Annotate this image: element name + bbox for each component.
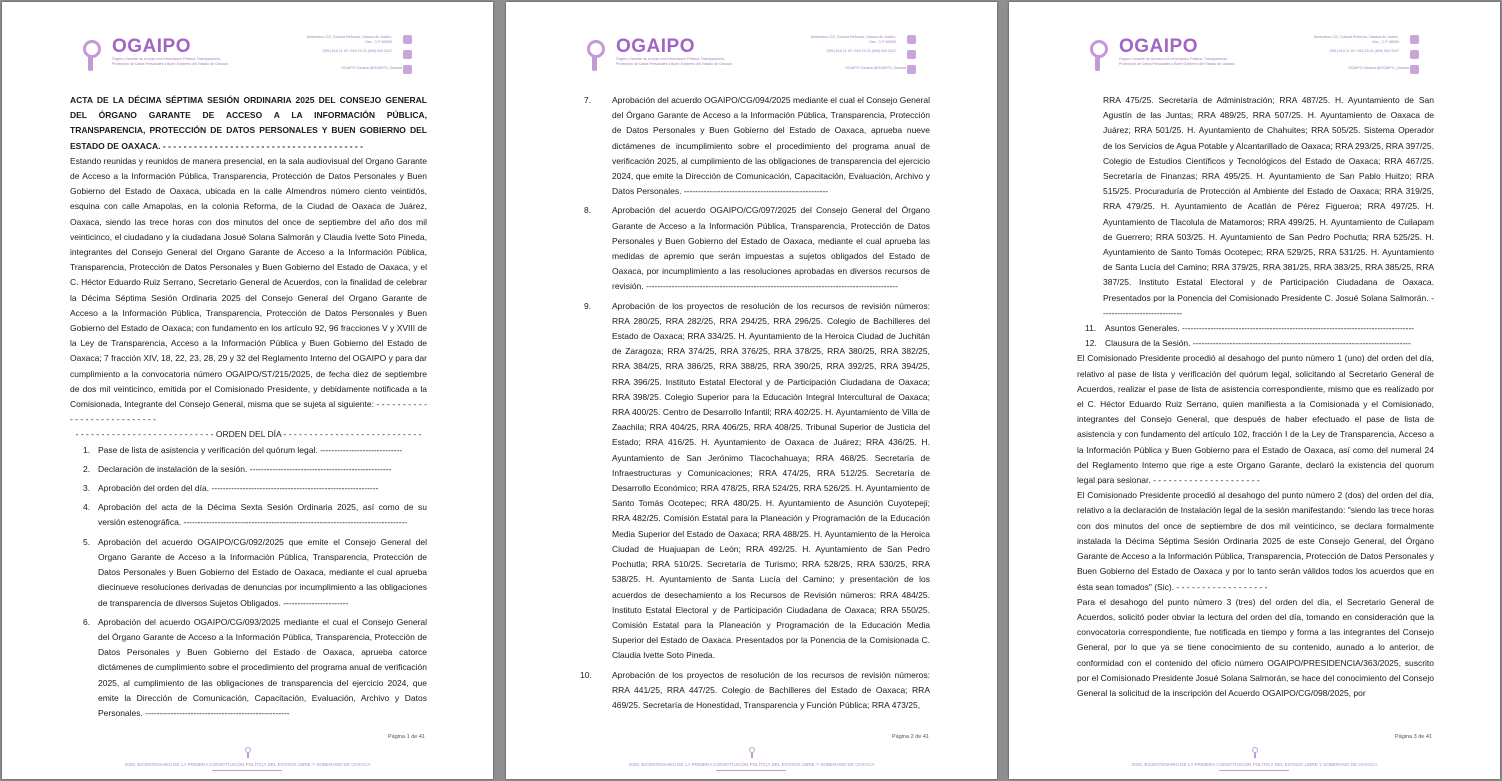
social-handles: OGAIPO Oaxaca @OGAIPO_Oaxaca [1348, 66, 1409, 70]
location-icon [1410, 35, 1419, 44]
page-body [70, 93, 427, 725]
social-handles: OGAIPO Oaxaca @OGAIPO_Oaxaca [845, 66, 906, 70]
brand-subtitle: Órgano Garante de Acceso a la Información Pública, Transparencia, Protección de Datos Personales y Buen Gobierno del Estado de Oaxaca [1119, 57, 1235, 66]
page-header [2, 2, 493, 82]
page-footer: 2025, BICENTENARIO DE LA PRIMERA CONSTITUCIÓN POLÍTICA DEL ESTADO LIBRE Y SOBERANO DE OAXACA [124, 762, 371, 767]
page-number: Página 1 de 41 [387, 734, 425, 740]
ogaipo-logo-icon [586, 40, 606, 74]
agenda-item: 4. Aprobación del acta de la Décima Sexta Sesión Ordinaria 2025, así como de su versión estenográfica. ------------------------------------------------------------------------------- [83, 502, 427, 528]
agenda-item: 3. Aprobación del orden del día. ----------------------------------------------------------- [83, 483, 379, 494]
intro-paragraph: Estando reunidas y reunidos de manera presencial, en la sala audiovisual del Organo Garante de Acceso a la Información Pública, Transparencia, Protección de Datos Personales y Buen Gobierno del Estado de Oaxaca, ubicada en la calle Almendros número ciento veintidós, esquina con calle Amapolas, en la colonia Reforma, de la Ciudad de Oaxaca de Juárez, Oaxaca, siendo las trece horas con dos minutos del once de septiembre del año dos mil veinticinco, el ciudadano y la ciudadana Josué Solana Salmorán y Claudia Ivette Soto Pineda, integrantes del Consejo General del Organo Garante de Acceso a la Información Pública, Transparencia, Protección de Datos Personales y Buen Gobierno del Estado de Oaxaca, y el C. Héctor Eduardo Ruiz Serrano, Secretario General de Acuerdos, con la finalidad de celebrar la Décima Séptima Sesión Ordinaria 2025 del Consejo General del Organo Garante de Acceso a la Información Pública, Transparencia, Protección de Datos Personales y Buen Gobierno del Estado de Oaxaca; con fundamento en los artículo 92, 96 fracciones V y XVIII de la Ley de Transparencia, Acceso a la Información Pública y Buen Gobierno del Estado de Oaxaca; 7 fracción XIV, 18, 22, 23, 28, 29 y 32 del Reglamento Interno del OGAIPO y para dar cumplimiento a la convocatoria número OGAIPO/ST/215/2025, de fecha diez de septiembre de dos mil veinticinco, emitida por el Comisionado Presidente, y debidamente notificada a la Comisionada, Integrante del Consejo General, misma que se sujeta al siguiente: - - - - - - - - - - - - - - - - - - - - - - - - - - - [70, 155, 427, 425]
page-footer: 2025, BICENTENARIO DE LA PRIMERA CONSTITUCIÓN POLÍTICA DEL ESTADO LIBRE Y SOBERANO DE OAXACA [1131, 762, 1378, 767]
phone-icon [1410, 50, 1419, 59]
page-number: Página 3 de 41 [1394, 734, 1432, 740]
phone-icon [403, 50, 412, 59]
footer-divider [212, 770, 282, 771]
agenda-item: 9. Aprobación de los proyectos de resolución de los recursos de revisión números: RRA 280/25, RRA 282/25, RRA 294/25, RRA 296/25. Colegio de Bachilleres del Estado de Oaxaca; RRA 334/25. H. Ayuntamiento de la Heroica Ciudad de Juchitán de Zaragoza; RRA 374/25, RRA 376/25, RRA 378/25, RRA 380/25, RRA 382/25, RRA 384/25, RRA 386/25, RRA 388/25, RRA 390/25, RRA 392/25, RRA 394/25, RRA 396/25. Instituto Estatal Electoral y de Participación Ciudadana de Oaxaca; RRA 398/25. Colegio Superior para la Educación Integral Intercultural de Oaxaca; RRA 400/25. Centro de Desarrollo Infantil; RRA 402/25. H. Ayuntamiento de Villa de Zaachila; RRA 404/25, RRA 406/25, RRA 408/25. Tribunal Superior de Justicia del Estado; RRA 416/25. H. Ayuntamiento de Oaxaca de Juárez; RRA 436/25. H. Ayuntamiento de San Jerónimo Tlacochahuaya; RRA 468/25. Secretaría de Infraestructuras y Comunicaciones; RRA 474/25, RRA 512/25. Secretaría de Desarrollo Económico; RRA 478/25, RRA 524/25, RRA 526/25. H. Ayuntamiento de Santo Tomás Ocotepec; RRA 480/25. H. Ayuntamiento de Asunción Cuyotepeji; RRA 482/25. Comisión Estatal para la Planeación y Programación de la Educación Media Superior del Estado de Oaxaca; RRA 488/25. H. Ayuntamiento de la Heroica Ciudad de Huajuapan de León; RRA 492/25. H. Ayuntamiento de San Pedro Pochutla; RRA 510/25. Secretaría de Turismo; RRA 528/25, RRA 530/25, RRA 538/25. H. Ayuntamiento de Santa Lucía del Camino; y presentación de los acuerdos de desechamiento a los Recursos de Revisión números: RRA 484/25. Instituto Estatal Electoral y de Participación Ciudadana de Oaxaca; RRA 550/25. Comisión Estatal para la Planeación y Programación de la Educación Media Superior del Estado de Oaxaca. Presentados por la Ponencia de la Comisionada C. Claudia Ivette Soto Pineda. [584, 300, 930, 661]
page-body [1077, 93, 1434, 701]
page-header [1009, 2, 1500, 82]
agenda-item: 5. Aprobación del acuerdo OGAIPO/CG/092/2025 que emite el Consejo General del Organo Garante de Acceso a la Información Pública, Transparencia, Protección de Datos Personales y Buen Gobierno del Estado de Oaxaca, mediante el cual aprueba diecinueve resoluciones derivadas de denuncias por incumplimiento a las obligaciones de transparencia de diversos Sujetos Obligados. ----------------------- [83, 536, 427, 608]
contact-address: Almendros 122, Colonia Reforma, Oaxaca de Juárez, Oax., C.P. 68050 (951) 515 11 90 / 515 23 21 (800) 004 3247 [306, 35, 392, 53]
footer-logo-icon [749, 747, 755, 758]
agenda-item: 10. Aprobación de los proyectos de resolución de los recursos de revisión números: RRA 441/25, RRA 447/25. Colegio de Bachilleres del Estado de Oaxaca; RRA 469/25. Secretaría de Honestidad, Transparencia y Función Pública; RRA 473/25, [580, 669, 930, 710]
agenda-item: 1. Pase de lista de asistencia y verificación del quórum legal. ----------------------------- [83, 444, 403, 455]
phone-icon [907, 50, 916, 59]
instagram-icon [907, 65, 916, 74]
page-footer: 2025, BICENTENARIO DE LA PRIMERA CONSTITUCIÓN POLÍTICA DEL ESTADO LIBRE Y SOBERANO DE OAXACA [628, 762, 875, 767]
agenda-item: 6. Aprobación del acuerdo OGAIPO/CG/093/2025 mediante el cual el Consejo General del Órgano Garante de Acceso a la Información Pública, Transparencia, Protección de Datos Personales y Buen Gobierno del Estado de Oaxaca, aprueba catorce dictámenes de cumplimiento sobre el procedimiento del programa anual de verificación 2025, al cumplimiento de las obligaciones de transparencia del ejercicio 2024, que emite la Dirección de Comunicación, Capacitación, Evaluación, Archivo y Datos Personales. --------------------------------------------------- [83, 616, 427, 718]
brand-name: OGAIPO [616, 36, 696, 57]
agenda-item: 12. Clausura de la Sesión. ----------------------------------------------------------------------------- [1085, 338, 1411, 349]
brand-name: OGAIPO [112, 36, 192, 57]
contact-address: Almendros 122, Colonia Reforma, Oaxaca de Juárez, Oax., C.P. 68050 (951) 515 11 90 / 515 23 21 (800) 004 3247 [1313, 35, 1399, 53]
page-number: Página 2 de 41 [891, 734, 929, 740]
order-heading: - - - - - - - - - - - - - - - - - - - - - - - - - - - ORDEN DEL DÍA - - - - - - - - - - - - - - - - - - - - - - - - - - - [75, 429, 422, 440]
page-header [506, 2, 997, 82]
brand-subtitle: Órgano Garante de Acceso a la Información Pública, Transparencia, Protección de Datos Personales y Buen Gobierno del Estado de Oaxaca [616, 57, 732, 66]
agenda-item: 7. Aprobación del acuerdo OGAIPO/CG/094/2025 mediante el cual el Consejo General del Órgano Garante de Acceso a la Información Pública, Transparencia, Protección de Datos Personales y Buen Gobierno del Estado de Oaxaca, aprueba nueve dictámenes de incumplimiento sobre el procedimiento del programa anual de verificación 2025, al cumplimiento de las obligaciones de transparencia del ejercicio 2024, que emite la Dirección de Comunicación, Capacitación, Evaluación, Archivo y Datos Personales. --------------------------------------------------- [584, 95, 930, 197]
footer-divider [1219, 770, 1289, 771]
instagram-icon [403, 65, 412, 74]
minutes-paragraph: Para el desahogo del punto número 3 (tres) del orden del día, el Secretario General de Acuerdos, solicitó poder obviar la lectura del orden del día, tomando en consideración que la convocatoria correspondiente, fue notificada en tiempo y forma a las integrantes del Consejo General, por lo que ya se tiene conocimiento de su contenido, aunado a lo anterior, de conformidad con el contenido del oficio número OGAIPO/PRESIDENCIA/363/2025, suscrito por el Comisionado Presidente Josué Solana Salmorán, se hace del conocimiento del Consejo General la solicitud de la inscripción del Acuerdo OGAIPO/CG/098/2025, por [1077, 596, 1434, 698]
brand-name: OGAIPO [1119, 36, 1199, 57]
brand-subtitle: Órgano Garante de Acceso a la Información Pública, Transparencia, Protección de Datos Personales y Buen Gobierno del Estado de Oaxaca [112, 57, 228, 66]
page-body [580, 93, 930, 717]
footer-logo-icon [245, 747, 251, 758]
social-handles: OGAIPO Oaxaca @OGAIPO_Oaxaca [341, 66, 402, 70]
continuation-paragraph: RRA 475/25. Secretaría de Administración; RRA 487/25. H. Ayuntamiento de San Agustín de las Juntas; RRA 489/25, RRA 507/25. H. Ayuntamiento de Oaxaca de Juárez; RRA 501/25. H. Ayuntamiento de Chahuites; RRA 505/25. Sistema Operador de los Servicios de Agua Potable y Alcantarillado de Oaxaca; RRA 293/25, RRA 397/25. Colegio de Estudios Científicos y Tecnológicos del Estado de Oaxaca; RRA 467/25. Secretaría de Finanzas; RRA 495/25. H. Ayuntamiento de San Pablo Huitzo; RRA 515/25. Procuraduría de Protección al Ambiente del Estado de Oaxaca; RRA 319/25, RRA 479/25. H. Ayuntamiento de Acatlán de Pérez Figueroa; RRA 497/25. H. Ayuntamiento de Tlacolula de Matamoros; RRA 499/25. H. Ayuntamiento de Cuilapam de Guerrero; RRA 503/25. H. Ayuntamiento de San Pedro Pochutla; RRA 525/25. H. Ayuntamiento de Santo Tomás Ocotepec; RRA 529/25, RRA 531/25. H. Ayuntamiento de Santa Lucía del Camino; RRA 379/25, RRA 381/25, RRA 383/25, RRA 385/25, RRA 387/25. Instituto Estatal Electoral y de Participación Ciudadana de Oaxaca. Presentados por la Ponencia del Comisionado Presidente C. Josué Solana Salmorán. ----------------------------- [1103, 95, 1434, 318]
agenda-list [580, 93, 930, 713]
ogaipo-logo-icon [1089, 40, 1109, 74]
agenda-item: 2. Declaración de instalación de la sesión. -------------------------------------------------- [83, 463, 392, 474]
minutes-paragraph: El Comisionado Presidente procedió al desahogo del punto número 1 (uno) del orden del día, relativo al pase de lista y verificación del quórum legal, solicitando al Secretario General de Acuerdos, realizar el pase de lista de asistencia correspondiente, mismo que es realizado por el C. Héctor Eduardo Ruiz Serrano, quien manifiesta a la Comisionada y el Comisionado, integrantes del Consejo General, que después de haber efectuado el pase de lista de asistencia y con fundamento del artículo 102, fracción I de la Ley de Transparencia, Acceso a la Información Pública y Buen Gobierno para el Estado de Oaxaca, así como del numeral 24 del Reglamento Interno que rige a este Organo Garante, declaró la existencia del quorum legal para sesionar. - - - - - - - - - - - - - - - - - - - - - [1077, 353, 1434, 486]
act-title: ACTA DE LA DÉCIMA SÉPTIMA SESIÓN ORDINARIA 2025 DEL CONSEJO GENERAL DEL ÓRGANO GARANTE DE ACCESO A LA INFORMACIÓN PÚBLICA, TRANSPARENCIA, PROTECCIÓN DE DATOS PERSONALES Y BUEN GOBIERNO DEL ESTADO DE OAXACA. - - - - - - - - - - - - - - - - - - - - - - - - - - - - - - - - - - - - - - - [70, 95, 427, 151]
document-page-3 [1009, 2, 1500, 779]
document-page-2 [506, 2, 997, 779]
instagram-icon [1410, 65, 1419, 74]
ogaipo-logo-icon [82, 40, 102, 74]
document-page-1 [2, 2, 493, 779]
footer-logo-icon [1252, 747, 1258, 758]
minutes-paragraph: El Comisionado Presidente procedió al desahogo del punto número 2 (dos) del orden del día, relativo a la declaración de Instalación legal de la sesión manifestando: "siendo las trece horas con dos minutos del once de septiembre de dos mil veinticinco, se declara formalmente instalada la Décima Séptima Sesión Ordinaria 2025 de este Consejo General, del Órgano Garante de Acceso a la Información Pública, Transparencia, Protección de Datos Personales y Buen Gobierno del Estado de Oaxaca y por lo tanto serán válidos todos los acuerdos que en ésta sean tomados" (Sic). - - - - - - - - - - - - - - - - - - [1077, 490, 1434, 592]
footer-divider [716, 770, 786, 771]
agenda-item: 11. Asuntos Generales. ---------------------------------------------------------------------------------- [1085, 323, 1415, 334]
agenda-list [70, 443, 427, 721]
contact-address: Almendros 122, Colonia Reforma, Oaxaca de Juárez, Oax., C.P. 68050 (951) 515 11 90 / 515 23 21 (800) 004 3247 [810, 35, 896, 53]
location-icon [403, 35, 412, 44]
location-icon [907, 35, 916, 44]
agenda-list [1077, 321, 1434, 351]
agenda-item: 8. Aprobación del acuerdo OGAIPO/CG/097/2025 del Consejo General del Órgano Garante de Acceso a la Información Pública, Transparencia, Protección de Datos Personales y Buen Gobierno del Estado de Oaxaca, mediante el cual aprueba las medidas de apremio que serán impuestas a sujetos obligados del Estado de Oaxaca, por incumplimiento a las resoluciones aprobadas en diversos recursos de revisión. ----------------------------------------------------------------------------------------- [584, 205, 930, 292]
